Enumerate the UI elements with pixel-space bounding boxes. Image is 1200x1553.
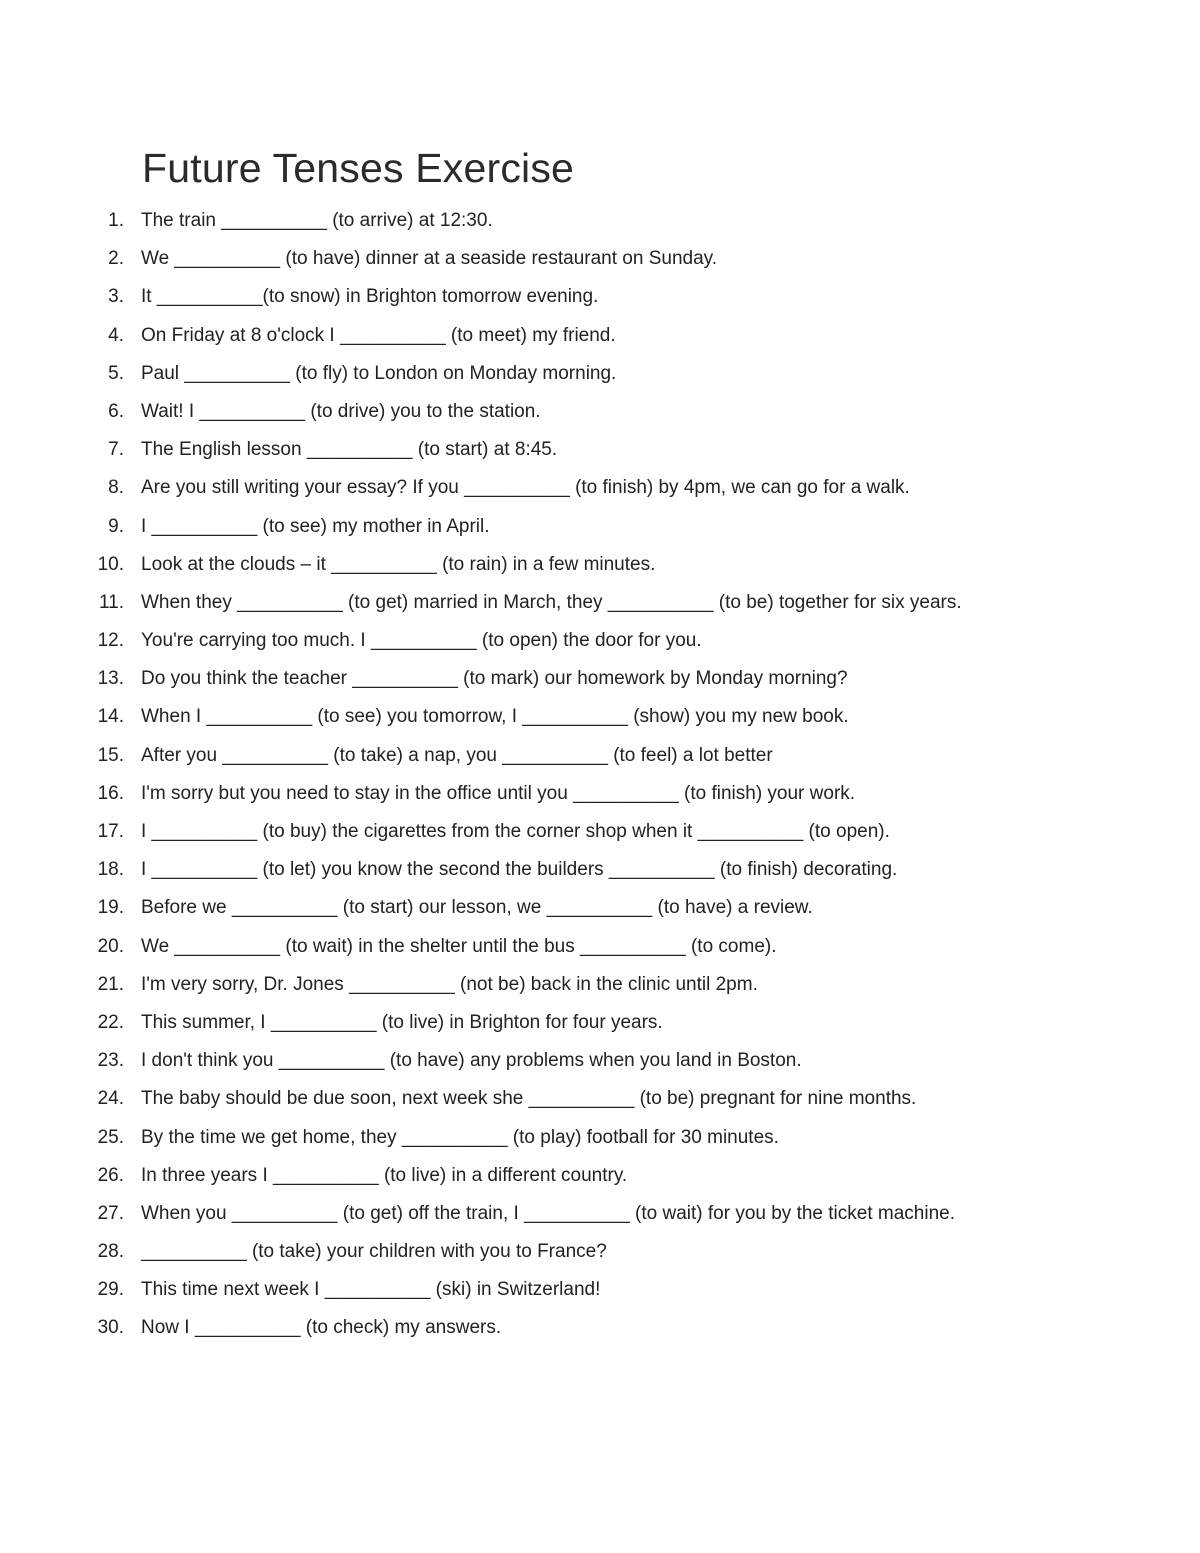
exercise-sentence: Now I __________ (to check) my answers. — [141, 1317, 502, 1339]
exercise-number: 23. — [97, 1050, 124, 1072]
page-title: Future Tenses Exercise — [142, 145, 575, 191]
exercise-number: 18. — [97, 859, 124, 881]
exercise-number: 22. — [97, 1011, 124, 1033]
exercise-number: 25. — [97, 1126, 124, 1148]
exercise-sentence: Are you still writing your essay? If you __________ (to finish) by 4pm, we can go for a walk. — [141, 477, 910, 499]
exercise-sentence: This summer, I __________ (to live) in Brighton for four years. — [141, 1011, 663, 1033]
exercise-sentence: When you __________ (to get) off the train, I __________ (to wait) for you by the ticket machine. — [141, 1202, 955, 1224]
exercise-number: 12. — [97, 630, 124, 652]
exercise-sentence: I'm very sorry, Dr. Jones __________ (not be) back in the clinic until 2pm. — [141, 973, 758, 995]
exercise-sentence: I'm sorry but you need to stay in the office until you __________ (to finish) your work. — [141, 782, 856, 804]
exercise-sentence: Paul __________ (to fly) to London on Monday morning. — [141, 362, 617, 384]
exercise-number: 20. — [97, 935, 124, 957]
exercise-number: 16. — [97, 782, 124, 804]
exercise-sentence: Wait! I __________ (to drive) you to the station. — [141, 400, 541, 422]
exercise-sentence: Look at the clouds – it __________ (to rain) in a few minutes. — [141, 553, 656, 575]
exercise-sentence: You're carrying too much. I __________ (to open) the door for you. — [141, 630, 702, 652]
exercise-number: 29. — [97, 1279, 124, 1301]
exercise-number: 2. — [108, 248, 124, 270]
exercise-number: 3. — [108, 286, 124, 308]
exercise-sentence: In three years I __________ (to live) in a different country. — [141, 1164, 628, 1186]
exercise-sentence: We __________ (to wait) in the shelter until the bus __________ (to come). — [141, 935, 777, 957]
exercise-number: 13. — [97, 668, 124, 690]
exercise-sentence: I __________ (to see) my mother in April. — [141, 515, 490, 537]
exercise-sentence: We __________ (to have) dinner at a seaside restaurant on Sunday. — [141, 248, 718, 270]
exercise-sentence: When I __________ (to see) you tomorrow, I __________ (show) you my new book. — [141, 706, 849, 728]
exercise-sentence: The train __________ (to arrive) at 12:30. — [141, 210, 493, 231]
exercise-number: 11. — [98, 591, 124, 613]
exercise-number: 21. — [97, 973, 124, 995]
exercise-sentence: I __________ (to buy) the cigarettes from the corner shop when it __________ (to open). — [141, 821, 890, 842]
exercise-sentence: It __________(to snow) in Brighton tomorrow evening. — [141, 286, 599, 308]
exercise-number: 6. — [108, 400, 124, 422]
exercise-sentence: __________ (to take) your children with you to France? — [141, 1241, 607, 1263]
exercise-number: 26. — [97, 1164, 124, 1186]
exercise-number: 28. — [97, 1241, 124, 1263]
exercise-sentence: The baby should be due soon, next week she __________ (to be) pregnant for nine months. — [141, 1088, 917, 1110]
exercise-number: 9. — [108, 515, 124, 537]
exercise-sentence: I don't think you __________ (to have) any problems when you land in Boston. — [141, 1050, 802, 1072]
exercise-sentence: By the time we get home, they __________ (to play) football for 30 minutes. — [141, 1126, 779, 1148]
exercise-number: 19. — [97, 897, 124, 919]
exercise-number: 5. — [108, 362, 124, 384]
exercise-sentence: When they __________ (to get) married in March, they __________ (to be) together for six years. — [141, 591, 962, 613]
exercise-number: 8. — [108, 477, 124, 499]
exercise-number: 17. — [97, 821, 124, 842]
exercise-number: 10. — [97, 553, 124, 575]
exercise-number: 7. — [108, 439, 124, 461]
exercise-number: 15. — [97, 744, 124, 766]
exercise-number: 1. — [108, 210, 124, 231]
exercise-number: 30. — [97, 1317, 124, 1339]
exercise-number: 24. — [97, 1088, 124, 1110]
exercise-number: 4. — [108, 324, 124, 346]
exercise-sentence: After you __________ (to take) a nap, you __________ (to feel) a lot better — [141, 744, 773, 766]
exercise-number: 27. — [97, 1202, 124, 1224]
exercise-sentence: On Friday at 8 o'clock I __________ (to meet) my friend. — [141, 324, 616, 346]
exercise-sentence: Do you think the teacher __________ (to mark) our homework by Monday morning? — [141, 668, 848, 690]
exercise-number: 14. — [97, 706, 124, 728]
exercise-sentence: Before we __________ (to start) our lesson, we __________ (to have) a review. — [141, 897, 813, 919]
exercise-sentence: I __________ (to let) you know the second the builders __________ (to finish) decorating. — [141, 859, 898, 881]
exercise-sentence: The English lesson __________ (to start) at 8:45. — [141, 439, 558, 461]
exercise-sentence: This time next week I __________ (ski) in Switzerland! — [141, 1279, 601, 1301]
